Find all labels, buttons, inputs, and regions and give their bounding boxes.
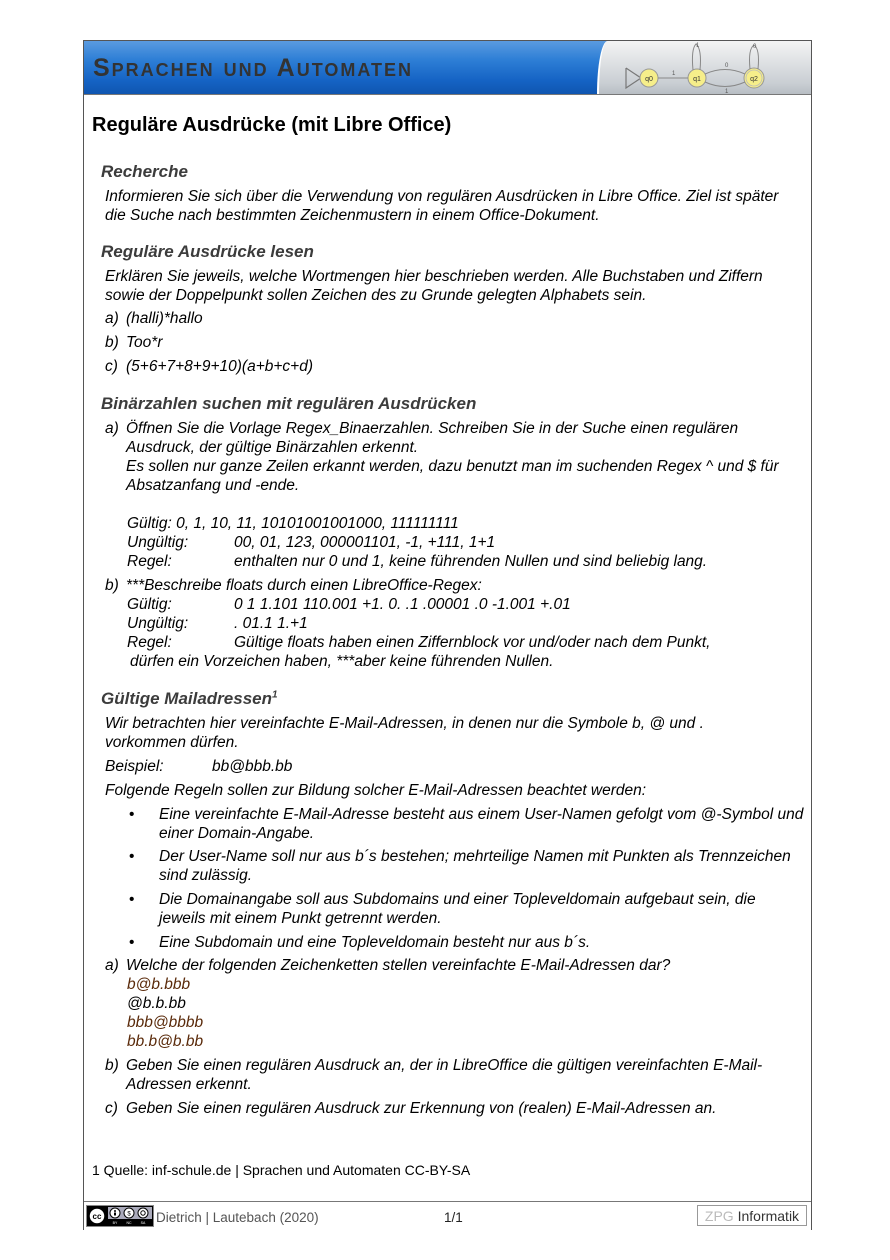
state-q2 [744,68,764,88]
cc-license-badge[interactable] [86,1205,154,1227]
svg-text:BY: BY [112,1221,118,1225]
svg-text:q2: q2 [750,76,758,83]
edge-label: 0 [725,63,729,69]
bullet-icon: • [129,806,135,823]
lesen-text: Erklären Sie jeweils, welche Wortmengen hier beschrieben werden. Alle Buchstaben und Ziffern sowie der Doppelpunkt sollen Zeichen des zu Grunde gelegten Alphabets sein. [105,268,763,304]
mail-rules-intro: Folgende Regeln sollen zur Bildung solcher E-Mail-Adressen beachtet werden: [105,782,647,799]
item-label: c) [105,358,118,375]
nc-icon [124,1208,134,1218]
section-heading-binaer: Binärzahlen suchen mit regulären Ausdrücken [101,394,477,413]
sa-icon [138,1208,148,1218]
row-value: 0 1 1.101 110.001 +1. 0. .1 .00001 .0 -1.001 +.01 [234,596,571,613]
item-label: a) [105,957,119,974]
footnote-marker: 1 [272,689,278,701]
transition-edges [658,44,759,87]
email-candidate: @b.b.bb [127,995,186,1012]
row-key: Ungültig: [127,534,189,551]
row-key: Gültig: [127,596,172,613]
brand-prefix: ZPG [704,1208,734,1224]
rule-text: Eine vereinfachte E-Mail-Adresse besteht aus einem User-Namen gefolgt vom @-Symbol und einer Domain-Angabe. [159,806,804,842]
author-credit: Dietrich | Lautebach (2020) [156,1210,319,1225]
row-key: Beispiel: [105,758,164,775]
svg-text:$: $ [127,1211,131,1218]
row-value: 00, 01, 123, 000001101, -1, +111, 1+1 [234,534,496,551]
rule-text: Der User-Name soll nur aus b´s bestehen; mehrteilige Namen mit Punkten als Trennzeichen sind zulässig. [159,848,791,884]
state-q0 [640,69,658,87]
edge-label: 1 [696,43,700,49]
item-label: b) [105,577,119,594]
worksheet-page [83,40,812,1230]
start-arrow-icon [626,68,641,88]
item-label: b) [105,334,119,351]
row-key: Ungültig: [127,615,189,632]
task-text: Welche der folgenden Zeichenketten stellen vereinfachte E-Mail-Adressen dar? [126,957,671,974]
page-header [84,41,811,95]
regex-expression: (halli)*hallo [126,310,203,327]
row-key: Regel: [127,553,172,570]
item-label: b) [105,1057,119,1074]
cc-icon [89,1208,105,1224]
row-value: bb@bbb.bb [212,758,293,775]
section-heading-mail [101,689,278,709]
by-icon [110,1208,120,1218]
task-text: Öffnen Sie die Vorlage Regex_Binaerzahlen. Schreiben Sie in der Suche einen regulären Ausdruck, der gültige Binärzahlen erkennt. [126,420,739,456]
regex-expression: (5+6+7+8+9+10)(a+b+c+d) [126,358,314,375]
section-heading-lesen: Reguläre Ausdrücke lesen [101,242,314,261]
floats-rule-continued: dürfen ein Vorzeichen haben, ***aber keine führenden Nullen. [130,653,554,670]
automaton-illustration [597,41,811,94]
edge-label: 1 [725,89,729,94]
valid-examples: Gültig: 0, 1, 10, 11, 10101001001000, 111111111 [127,515,459,532]
item-label: a) [105,310,119,327]
svg-text:q0: q0 [645,76,653,83]
mail-intro: Wir betrachten hier vereinfachte E-Mail-Adressen, in denen nur die Symbole b, @ und . vorkommen dürfen. [105,715,704,751]
email-candidate: bb.b@b.bb [127,1033,204,1050]
email-candidate: bbb@bbbb [127,1014,204,1031]
bullet-icon: • [129,848,135,865]
state-q1 [688,69,706,87]
zpg-logo [697,1205,807,1226]
svg-text:SA: SA [140,1221,146,1225]
task-text: Geben Sie einen regulären Ausdruck zur Erkennung von (realen) E-Mail-Adressen an. [126,1100,717,1117]
bullet-icon: • [129,934,135,951]
svg-text:q1: q1 [693,76,701,83]
regex-expression: Too*r [126,334,163,351]
header-title: Sprachen und Automaten [93,54,414,82]
task-text: ***Beschreibe floats durch einen LibreOffice-Regex: [126,577,482,594]
document-title: Reguläre Ausdrücke (mit Libre Office) [92,114,452,136]
edge-label: 0 [753,44,757,50]
rule-text: Eine Subdomain und eine Topleveldomain besteht nur aus b´s. [159,934,591,951]
edge-label: 1 [672,71,676,77]
recherche-text: Informieren Sie sich über die Verwendung von regulären Ausdrücken in Libre Office. Ziel ist später die Suche nach bestimmten Zeichenmustern in einem Office-Dokument. [105,188,779,224]
footnote: 1 Quelle: inf-schule.de | Sprachen und Automaten CC-BY-SA [92,1162,471,1178]
svg-text:cc: cc [92,1212,102,1221]
row-value: . 01.1 1.+1 [234,615,308,632]
page-number: 1/1 [444,1210,463,1225]
email-candidate: b@b.bbb [127,976,191,993]
page-footer [84,1201,811,1231]
item-label: a) [105,420,119,437]
svg-text:NC: NC [126,1221,132,1225]
task-text: Geben Sie einen regulären Ausdruck an, der in LibreOffice die gültigen vereinfachten E-Mail-Adressen erkennt. [126,1057,763,1093]
bullet-icon: • [129,891,135,908]
section-heading-recherche: Recherche [101,162,188,181]
row-value: Gültige floats haben einen Ziffernblock vor und/oder nach dem Punkt, [234,634,711,651]
rule-text: Die Domainangabe soll aus Subdomains und einer Topleveldomain aufgebaut sein, die jeweils mit einem Punkt getrennt werden. [159,891,756,927]
row-value: enthalten nur 0 und 1, keine führenden Nullen und sind beliebig lang. [234,553,708,570]
heading-text: Gültige Mailadressen [101,689,272,708]
row-key: Regel: [127,634,172,651]
task-note: Es sollen nur ganze Zeilen erkannt werden, dazu benutzt man im suchenden Regex ^ und $ für Absatzanfang und -ende. [126,458,779,494]
item-label: c) [105,1100,118,1117]
brand-suffix: Informatik [733,1208,800,1224]
